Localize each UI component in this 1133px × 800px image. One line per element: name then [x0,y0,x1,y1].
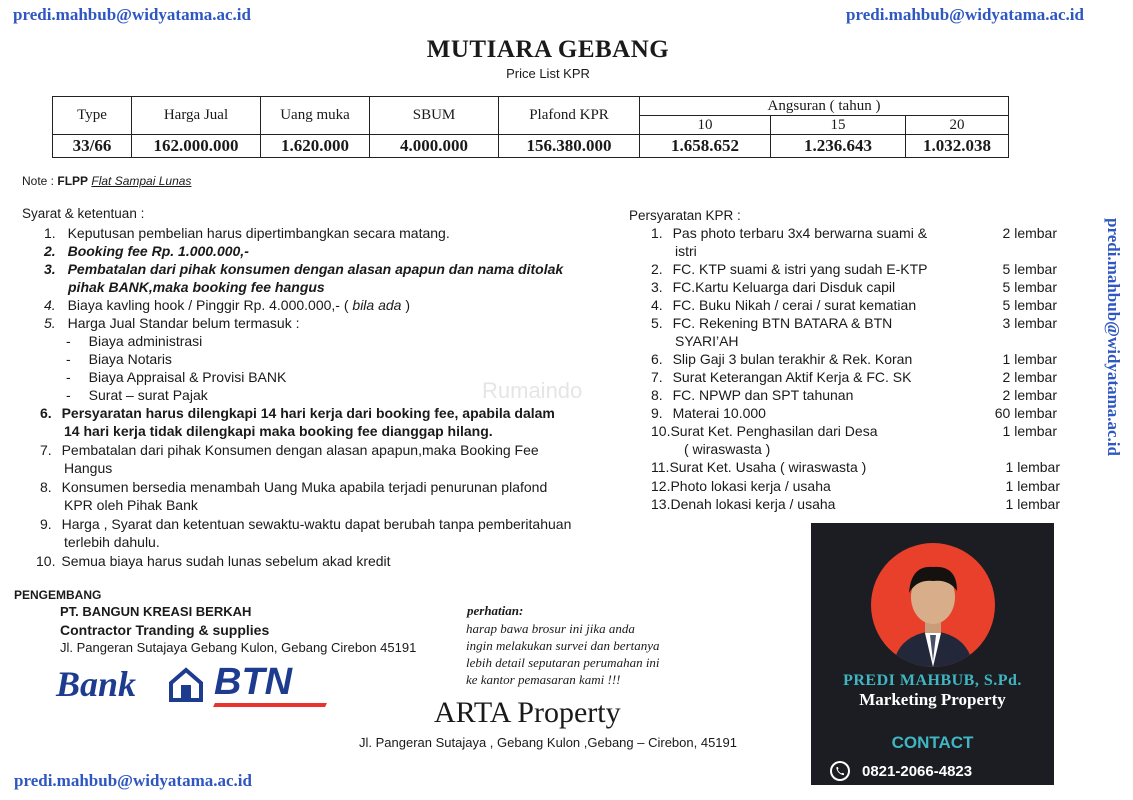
list-item: SYARI’AH [675,333,739,349]
page-subtitle: Price List KPR [506,66,590,81]
perhatian-line: ingin melakukan survei dan bertanya [466,638,660,653]
perhatian-title: perhatian: [467,603,524,618]
header-year-15: 15 [771,116,906,135]
header-uang-muka: Uang muka [261,97,370,135]
persyaratan-title: Persyaratan KPR : [629,208,741,223]
qty: 2 lembar [1002,225,1057,241]
cell-type: 33/66 [53,135,132,158]
list-item: 4. Biaya kavling hook / Pinggir Rp. 4.000.000,- ( bila ada ) [44,297,411,313]
note-label: FLPP [57,174,89,188]
header-year-10: 10 [640,116,771,135]
email-top-left: predi.mahbub@widyatama.ac.id [13,5,251,24]
avatar [871,543,995,667]
list-item: 7. Pembatalan dari pihak Konsumen dengan alasan apapun,maka Booking Fee [40,442,539,458]
list-item: 13.Denah lokasi kerja / usaha [651,496,836,512]
list-item: 5. FC. Rekening BTN BATARA & BTN [651,315,893,331]
list-item: 1. Pas photo terbaru 3x4 berwarna suami & [651,225,928,241]
bank-word: Bank [56,664,137,704]
note-prefix: Note : [22,174,58,188]
qty: 2 lembar [1002,387,1057,403]
list-item: 10. Semua biaya harus sudah lunas sebelum akad kredit [36,553,391,569]
qty: 5 lembar [1002,279,1057,295]
house-icon [168,667,204,703]
note [22,174,191,188]
arta-title: ARTA Property [434,696,621,729]
list-item: 3. FC.Kartu Keluarga dari Disduk capil [651,279,896,295]
cell-uang-muka: 1.620.000 [261,135,370,158]
header-harga-jual: Harga Jual [132,97,261,135]
perhatian-line: harap bawa brosur ini jika anda [466,621,635,636]
list-item: 6. Slip Gaji 3 bulan terakhir & Rek. Koran [651,351,913,367]
list-item: 5. Harga Jual Standar belum termasuk : [44,315,300,331]
qty: 1 lembar [1002,423,1057,439]
list-item: 10.Surat Ket. Penghasilan dari Desa [651,423,878,439]
qty: 1 lembar [1002,351,1057,367]
list-item: pihak BANK,maka booking fee hangus [68,279,325,295]
list-item: 9. Harga , Syarat dan ketentuan sewaktu-waktu dapat berubah tanpa pemberitahuan [40,516,572,532]
header-sbum: SBUM [370,97,499,135]
developer-label: PENGEMBANG [14,588,102,602]
syarat-title: Syarat & ketentuan : [22,206,145,221]
cell-angsuran-15: 1.236.643 [771,135,906,158]
qty: 1 lembar [1005,496,1060,512]
list-item: istri [675,243,697,259]
bank-accent-line [213,703,327,707]
cell-sbum: 4.000.000 [370,135,499,158]
qty: 5 lembar [1002,297,1057,313]
page-title: MUTIARA GEBANG [426,36,670,63]
cell-harga-jual: 162.000.000 [132,135,261,158]
contact-label: CONTACT [891,733,974,752]
list-item: 12.Photo lokasi kerja / usaha [651,478,831,494]
header-plafond-kpr: Plafond KPR [499,97,640,135]
qty: 5 lembar [1002,261,1057,277]
list-item: - Biaya administrasi [66,333,203,349]
cell-angsuran-10: 1.658.652 [640,135,771,158]
list-item: 2. Booking fee Rp. 1.000.000,- [44,243,249,259]
btn-word: BTN [214,661,293,703]
list-item: 11.Surat Ket. Usaha ( wiraswasta ) [651,459,867,475]
qty: 1 lembar [1005,478,1060,494]
list-item: - Biaya Appraisal & Provisi BANK [66,369,287,385]
header-angsuran: Angsuran ( tahun ) [640,97,1009,116]
qty: 60 lembar [994,405,1057,421]
list-item: 9. Materai 10.000 [651,405,766,421]
list-item: - Biaya Notaris [66,351,172,367]
agent-name: PREDI MAHBUB, S.Pd. [843,672,1022,689]
developer-tagline: Contractor Tranding & supplies [60,622,270,638]
list-item: 2. FC. KTP suami & istri yang sudah E-KTP [651,261,928,277]
perhatian-line: ke kantor pemasaran kami !!! [466,672,621,687]
qty: 1 lembar [1005,459,1060,475]
email-top-right: predi.mahbub@widyatama.ac.id [846,5,1084,24]
list-item: KPR oleh Pihak Bank [64,497,198,513]
bank-btn-logo [56,661,328,711]
list-item: 4. FC. Buku Nikah / cerai / surat kematian [651,297,917,313]
email-right-vertical: predi.mahbub@widyatama.ac.id [1104,218,1123,456]
list-item: 7. Surat Keterangan Aktif Kerja & FC. SK [651,369,912,385]
cell-plafond-kpr: 156.380.000 [499,135,640,158]
whatsapp-icon [829,760,851,782]
list-item: 6. Persyaratan harus dilengkapi 14 hari kerja dari booking fee, apabila dalam [40,405,555,421]
agent-phone[interactable]: 0821-2066-4823 [862,763,973,780]
list-item: 3. Pembatalan dari pihak konsumen dengan alasan apapun dan nama ditolak [44,261,564,277]
list-item: 14 hari kerja tidak dilengkapi maka booking fee dianggap hilang. [64,423,493,439]
arta-address: Jl. Pangeran Sutajaya , Gebang Kulon ,Gebang – Cirebon, 45191 [359,735,737,750]
list-item: 8. Konsumen bersedia menambah Uang Muka apabila terjadi penurunan plafond [40,479,548,495]
qty: 3 lembar [1002,315,1057,331]
note-text: Flat Sampai Lunas [91,174,192,188]
developer-address: Jl. Pangeran Sutajaya Gebang Kulon, Gebang Cirebon 45191 [60,640,417,655]
list-item: Hangus [64,460,113,476]
header-year-20: 20 [906,116,1009,135]
email-bottom-left: predi.mahbub@widyatama.ac.id [14,771,252,790]
watermark: Rumaindo [482,378,583,403]
price-table [52,96,1009,158]
developer-company: PT. BANGUN KREASI BERKAH [60,604,252,619]
agent-role: Marketing Property [859,690,1006,709]
qty: 2 lembar [1002,369,1057,385]
cell-angsuran-20: 1.032.038 [906,135,1009,158]
list-item: - Surat – surat Pajak [66,387,208,403]
list-item: ( wiraswasta ) [684,441,771,457]
list-item: 8. FC. NPWP dan SPT tahunan [651,387,854,403]
list-item: terlebih dahulu. [64,534,160,550]
header-type: Type [53,97,132,135]
list-item: 1. Keputusan pembelian harus dipertimbangkan secara matang. [44,225,450,241]
perhatian-line: lebih detail seputaran perumahan ini [466,655,660,670]
